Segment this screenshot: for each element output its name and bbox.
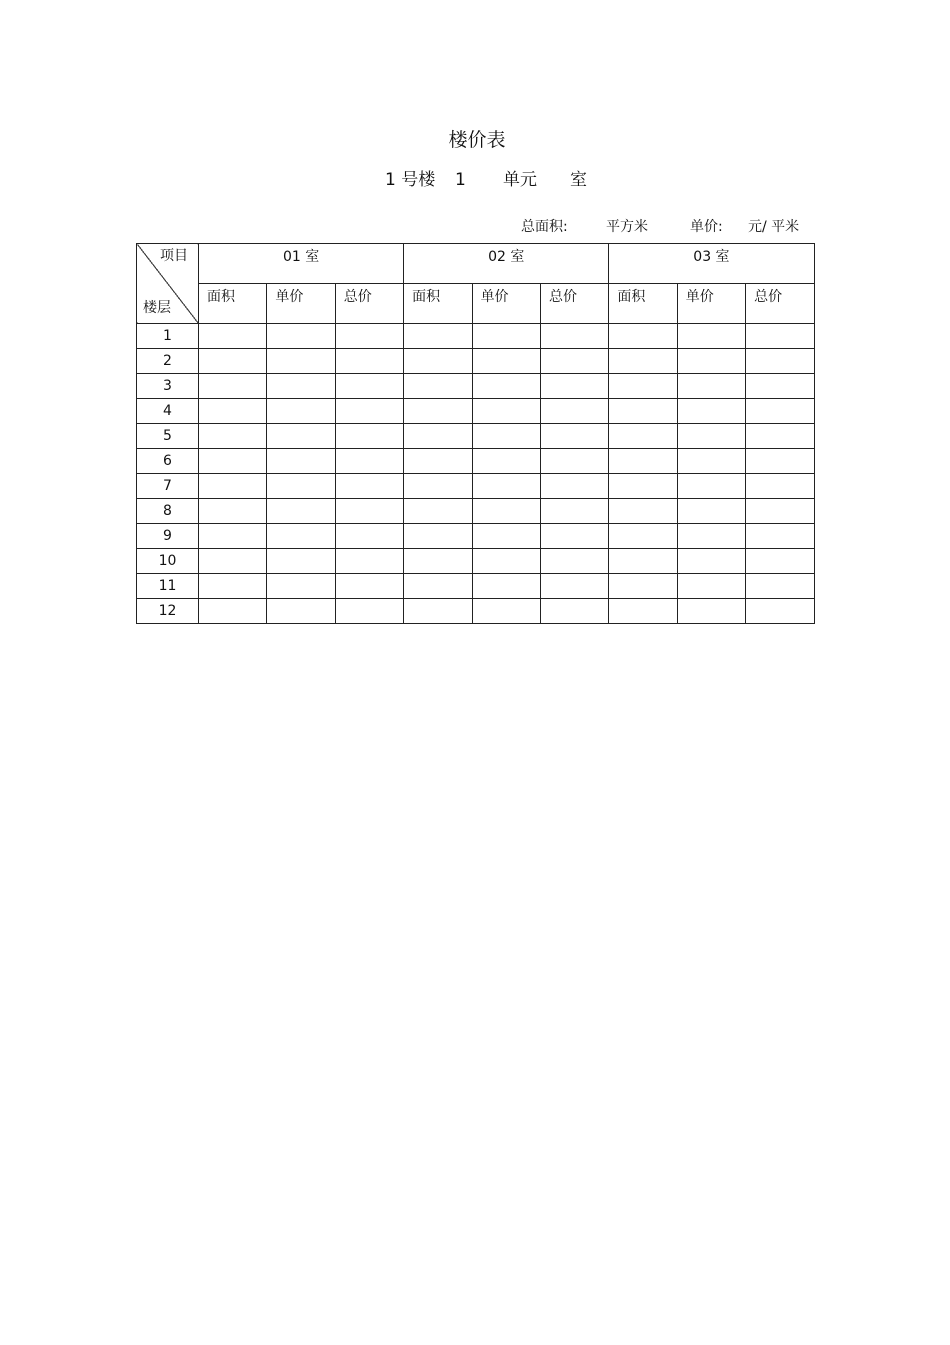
table-cell: [199, 324, 267, 349]
floor-number: 10: [137, 549, 199, 574]
table-cell: [609, 524, 677, 549]
room-header-01: 01 室: [199, 244, 404, 284]
table-cell: [472, 399, 540, 424]
table-cell: [677, 474, 745, 499]
table-cell: [267, 474, 335, 499]
table-cell: [404, 349, 472, 374]
table-row: [137, 574, 815, 599]
table-cell: [540, 474, 608, 499]
table-cell: [609, 549, 677, 574]
table-cell: [404, 599, 472, 624]
table-cell: [609, 324, 677, 349]
table-row: [137, 449, 815, 474]
price-unit: 元/ 平米: [748, 219, 800, 235]
table-row: [137, 549, 815, 574]
col-header-total-price: 总价: [335, 284, 403, 324]
table-cell: [677, 599, 745, 624]
floor-number: 8: [137, 499, 199, 524]
room-header-row: [137, 244, 815, 284]
table-row: [137, 324, 815, 349]
floor-number: 11: [137, 574, 199, 599]
table-cell: [199, 474, 267, 499]
table-cell: [609, 449, 677, 474]
table-cell: [199, 574, 267, 599]
table-cell: [404, 374, 472, 399]
table-row: [137, 424, 815, 449]
table-cell: [746, 374, 814, 399]
table-cell: [335, 449, 403, 474]
table-cell: [404, 424, 472, 449]
table-cell: [746, 424, 814, 449]
table-cell: [609, 424, 677, 449]
table-cell: [472, 424, 540, 449]
table-cell: [677, 449, 745, 474]
table-cell: [335, 599, 403, 624]
col-header-unit-price: 单价: [472, 284, 540, 324]
table-cell: [335, 349, 403, 374]
table-cell: [472, 374, 540, 399]
col-header-unit-price: 单价: [677, 284, 745, 324]
table-cell: [199, 499, 267, 524]
col-header-total-price: 总价: [746, 284, 814, 324]
table-cell: [677, 349, 745, 374]
floor-number: 7: [137, 474, 199, 499]
floor-number: 12: [137, 599, 199, 624]
table-cell: [267, 549, 335, 574]
table-cell: [199, 449, 267, 474]
table-cell: [746, 549, 814, 574]
table-cell: [609, 499, 677, 524]
table-cell: [746, 449, 814, 474]
col-header-area: 面积: [609, 284, 677, 324]
table-cell: [472, 524, 540, 549]
table-cell: [335, 399, 403, 424]
table-cell: [267, 424, 335, 449]
col-header-total-price: 总价: [540, 284, 608, 324]
table-cell: [540, 499, 608, 524]
header-corner-cell: [137, 244, 199, 324]
table-cell: [267, 449, 335, 474]
table-cell: [335, 499, 403, 524]
table-cell: [335, 324, 403, 349]
floor-number: 1: [137, 324, 199, 349]
page-title: 楼价表: [448, 129, 506, 151]
table-cell: [404, 574, 472, 599]
table-cell: [335, 374, 403, 399]
table-row: [137, 499, 815, 524]
table-cell: [540, 374, 608, 399]
table-cell: [199, 599, 267, 624]
table-cell: [540, 449, 608, 474]
table-cell: [404, 449, 472, 474]
table-row: [137, 349, 815, 374]
floor-number: 3: [137, 374, 199, 399]
floor-number: 9: [137, 524, 199, 549]
table-cell: [677, 424, 745, 449]
price-table: [136, 243, 815, 624]
table-cell: [335, 574, 403, 599]
table-cell: [677, 399, 745, 424]
table-cell: [267, 349, 335, 374]
table-cell: [404, 399, 472, 424]
table-row: [137, 399, 815, 424]
table-cell: [540, 399, 608, 424]
col-header-area: 面积: [199, 284, 267, 324]
floor-number: 5: [137, 424, 199, 449]
table-cell: [267, 574, 335, 599]
table-cell: [267, 524, 335, 549]
col-header-unit-price: 单价: [267, 284, 335, 324]
table-cell: [609, 399, 677, 424]
table-cell: [540, 549, 608, 574]
table-cell: [472, 574, 540, 599]
table-cell: [677, 549, 745, 574]
table-cell: [404, 499, 472, 524]
column-header-row: [137, 284, 815, 324]
table-cell: [472, 474, 540, 499]
table-cell: [746, 399, 814, 424]
table-cell: [404, 324, 472, 349]
table-cell: [472, 599, 540, 624]
area-unit: 平方米: [606, 219, 648, 235]
table-cell: [199, 399, 267, 424]
table-row: [137, 474, 815, 499]
col-header-area: 面积: [404, 284, 472, 324]
table-cell: [540, 574, 608, 599]
table-cell: [609, 474, 677, 499]
table-cell: [746, 474, 814, 499]
floor-rows: [137, 324, 815, 624]
table-cell: [540, 424, 608, 449]
table-cell: [677, 374, 745, 399]
room-header-02: 02 室: [404, 244, 609, 284]
table-cell: [404, 524, 472, 549]
table-cell: [335, 524, 403, 549]
total-area-label: 总面积:: [521, 219, 568, 235]
table-cell: [540, 599, 608, 624]
table-cell: [472, 549, 540, 574]
table-cell: [746, 574, 814, 599]
table-cell: [199, 549, 267, 574]
floor-number: 2: [137, 349, 199, 374]
unit-label: 单元: [503, 170, 537, 190]
table-cell: [404, 549, 472, 574]
table-cell: [267, 399, 335, 424]
room-label: 室: [570, 170, 587, 190]
corner-label-floor: 楼层: [143, 300, 171, 316]
floor-number: 4: [137, 399, 199, 424]
table-row: [137, 599, 815, 624]
table-row: [137, 374, 815, 399]
corner-label-item: 项目: [160, 248, 188, 264]
table-cell: [540, 349, 608, 374]
table-cell: [267, 374, 335, 399]
table-cell: [746, 499, 814, 524]
unit-number: 1: [455, 170, 466, 190]
table-cell: [267, 324, 335, 349]
table-cell: [746, 349, 814, 374]
table-cell: [609, 374, 677, 399]
table-cell: [677, 499, 745, 524]
table-cell: [677, 524, 745, 549]
table-cell: [746, 599, 814, 624]
table-cell: [199, 374, 267, 399]
table-cell: [472, 499, 540, 524]
table-cell: [404, 474, 472, 499]
table-cell: [335, 424, 403, 449]
table-cell: [267, 599, 335, 624]
table-cell: [609, 574, 677, 599]
table-cell: [746, 524, 814, 549]
table-cell: [267, 499, 335, 524]
table-cell: [199, 424, 267, 449]
table-cell: [677, 324, 745, 349]
table-row: [137, 524, 815, 549]
table-cell: [335, 474, 403, 499]
table-cell: [199, 524, 267, 549]
table-cell: [609, 349, 677, 374]
table-cell: [472, 324, 540, 349]
table-cell: [746, 324, 814, 349]
table-cell: [540, 524, 608, 549]
table-cell: [609, 599, 677, 624]
floor-number: 6: [137, 449, 199, 474]
table-cell: [199, 349, 267, 374]
room-header-03: 03 室: [609, 244, 814, 284]
table-cell: [472, 349, 540, 374]
table-cell: [472, 449, 540, 474]
table-cell: [540, 324, 608, 349]
building-label: 1 号楼: [385, 170, 436, 190]
unit-price-label: 单价:: [690, 219, 723, 235]
table-cell: [677, 574, 745, 599]
table-cell: [335, 549, 403, 574]
